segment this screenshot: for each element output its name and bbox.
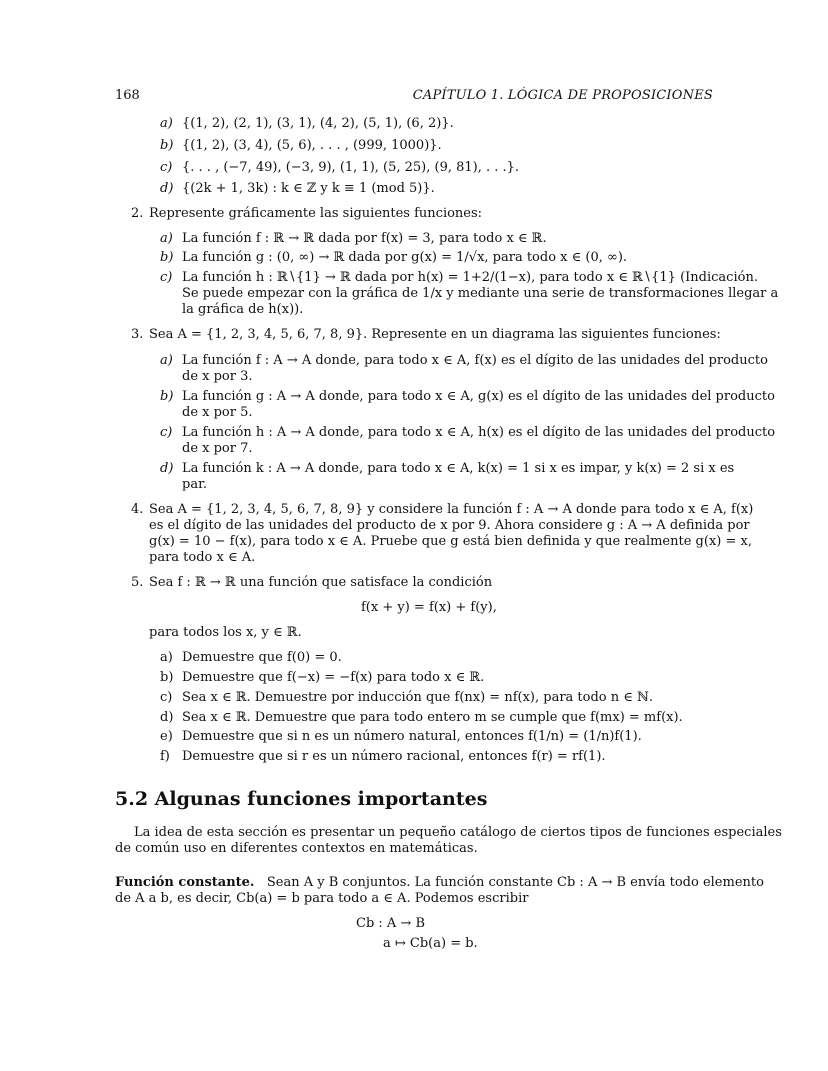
- item5-e: e) Demuestre que si n es un número natural, entonces f(1/n) = (1/n)f(1).: [160, 729, 642, 744]
- item1-c: c) {. . . , (−7, 49), (−3, 9), (1, 1), (5, 25), (9, 81), . . .}.: [160, 160, 520, 175]
- section-paragraph-line2: de común uso en diferentes contextos en matemáticas.: [115, 841, 478, 856]
- page-number: 168: [115, 88, 140, 103]
- item3-c: c) La función h : A → A donde, para todo x ∈ A, h(x) es el dígito de las unidades del producto: [160, 425, 776, 440]
- item5-after: para todos los x, y ∈ ℝ.: [149, 625, 302, 640]
- item2-b: b) La función g : (0, ∞) → ℝ dada por g(x) = 1/√x, para todo x ∈ (0, ∞).: [160, 250, 628, 265]
- item1-b: b) {(1, 2), (3, 4), (5, 6), . . . , (999, 1000)}.: [160, 138, 442, 153]
- item4-line4: para todo x ∈ A.: [149, 550, 256, 565]
- display-math-1: Cb : A → B: [356, 916, 426, 931]
- item5-d: d) Sea x ∈ ℝ. Demuestre que para todo entero m se cumple que f(mx) = mf(x).: [160, 710, 683, 725]
- item1-a: a) {(1, 2), (2, 1), (3, 1), (4, 2), (5, 1), (6, 2)}.: [160, 116, 454, 131]
- chapter-title: CAPÍTULO 1. LÓGICA DE PROPOSICIONES: [412, 88, 713, 103]
- item5-a: a) Demuestre que f(0) = 0.: [160, 650, 342, 665]
- item2-a: a) La función f : ℝ → ℝ dada por f(x) = 3, para todo x ∈ ℝ.: [160, 231, 547, 246]
- item3-d: d) La función k : A → A donde, para todo x ∈ A, k(x) = 1 si x es impar, y k(x) = 2 si x es: [160, 461, 735, 476]
- item2-c: c) La función h : ℝ∖{1} → ℝ dada por h(x) = 1+2/(1−x), para todo x ∈ ℝ∖{1} (Indicación.: [160, 270, 758, 285]
- item5-f: f) Demuestre que si r es un número racional, entonces f(r) = rf(1).: [160, 749, 606, 764]
- item2-c-cont2: la gráfica de h(x)).: [182, 302, 304, 317]
- item3-b-cont: de x por 5.: [182, 405, 253, 420]
- item3-c-cont: de x por 7.: [182, 441, 253, 456]
- item2-intro: 2. Represente gráficamente las siguientes funciones:: [131, 206, 483, 221]
- item5-b: b) Demuestre que f(−x) = −f(x) para todo x ∈ ℝ.: [160, 670, 485, 685]
- item5-equation: f(x + y) = f(x) + f(y),: [361, 600, 497, 615]
- section-title: 5.2 Algunas funciones importantes: [115, 788, 488, 810]
- item3-a: a) La función f : A → A donde, para todo x ∈ A, f(x) es el dígito de las unidades del producto: [160, 353, 768, 368]
- item1-d: d) {(2k + 1, 3k) : k ∈ ℤ y k ≡ 1 (mod 5)}.: [160, 181, 435, 196]
- item2-c-cont: Se puede empezar con la gráfica de 1/x y mediante una serie de transformaciones llegar a: [182, 286, 779, 301]
- item3-intro: 3. Sea A = {1, 2, 3, 4, 5, 6, 7, 8, 9}. Represente en un diagrama las siguientes funciones:: [131, 327, 721, 342]
- definition-line1: Función constante. Sean A y B conjuntos. La función constante Cb : A → B envía todo elemento: [115, 875, 764, 890]
- page-header: [115, 88, 713, 106]
- definition-line2: de A a b, es decir, Cb(a) = b para todo a ∈ A. Podemos escribir: [115, 891, 529, 906]
- definition-term: Función constante.: [115, 875, 255, 890]
- item5-intro: 5. Sea f : ℝ → ℝ una función que satisface la condición: [131, 575, 493, 590]
- item3-b: b) La función g : A → A donde, para todo x ∈ A, g(x) es el dígito de las unidades del producto: [160, 389, 775, 404]
- item4-line2: es el dígito de las unidades del producto de x por 9. Ahora considere g : A → A definida por: [149, 518, 750, 533]
- display-math-2: a ↦ Cb(a) = b.: [383, 936, 478, 951]
- section-paragraph-line1: La idea de esta sección es presentar un pequeño catálogo de ciertos tipos de funciones especiales: [134, 825, 782, 840]
- item3-a-cont: de x por 3.: [182, 369, 253, 384]
- item4-line1: 4. Sea A = {1, 2, 3, 4, 5, 6, 7, 8, 9} y considere la función f : A → A donde para todo x ∈ A, f(x): [131, 502, 754, 517]
- item5-c: c) Sea x ∈ ℝ. Demuestre por inducción que f(nx) = nf(x), para todo n ∈ ℕ.: [160, 690, 654, 705]
- item3-d-cont: par.: [182, 477, 207, 492]
- item4-line3: g(x) = 10 − f(x), para todo x ∈ A. Pruebe que g está bien definida y que realmente g(x) = x,: [149, 534, 752, 549]
